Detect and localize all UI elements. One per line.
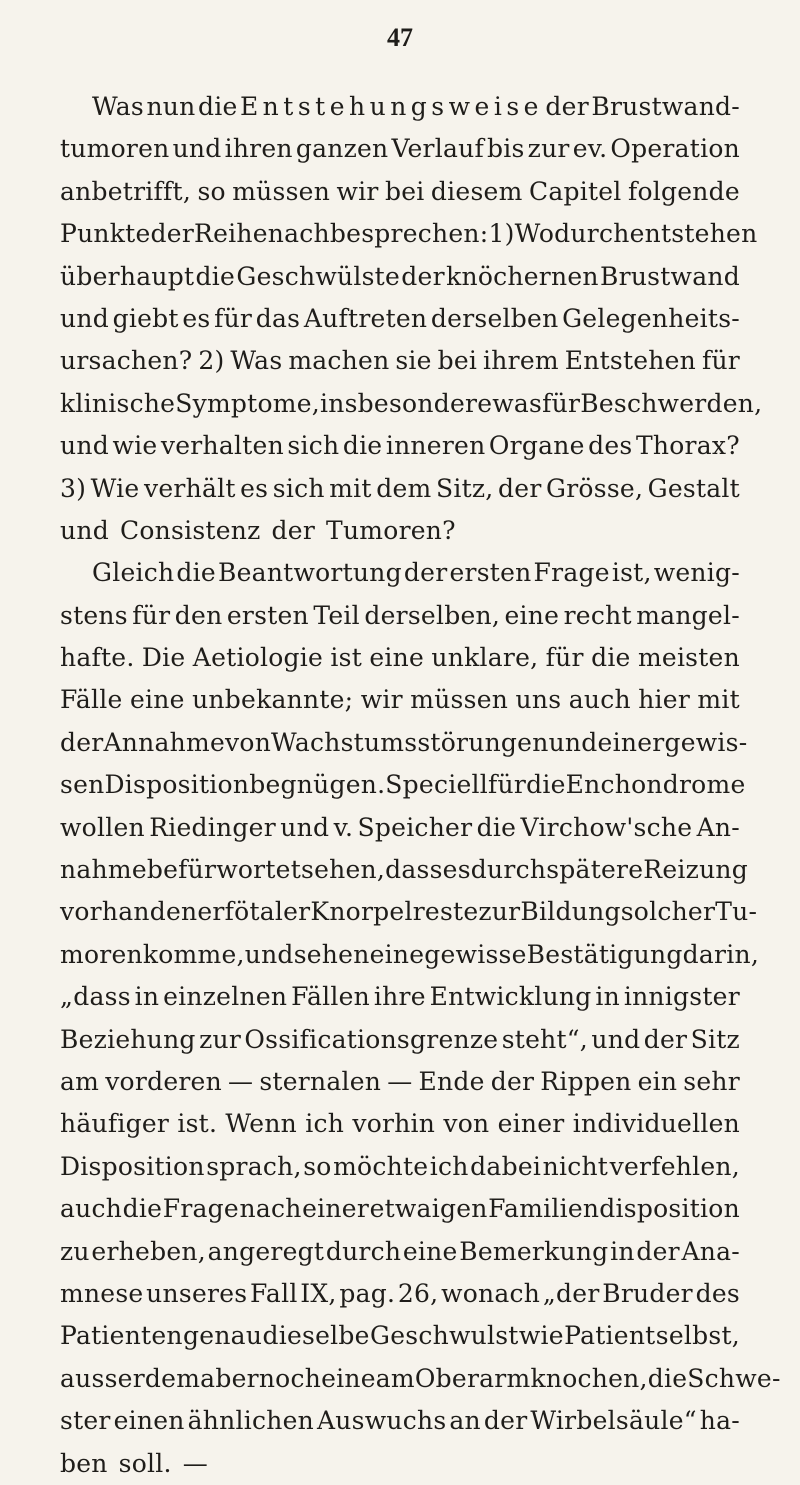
word: Wie: [90, 473, 140, 503]
word: selbst,: [655, 1321, 740, 1351]
word: Was: [92, 92, 145, 121]
word: mit: [329, 473, 372, 503]
word: von: [443, 1109, 490, 1139]
word: Enchondrome: [565, 770, 746, 800]
word: v.: [333, 812, 354, 842]
word: in: [134, 982, 160, 1012]
word: durch: [470, 855, 547, 885]
word: einer: [302, 1194, 370, 1224]
word: „dass: [60, 982, 131, 1012]
text-line: [60, 1146, 740, 1188]
word: hafte.: [60, 643, 135, 673]
word: Geschwülste: [236, 261, 400, 291]
word: die: [342, 431, 383, 461]
word: der: [483, 1406, 528, 1436]
word: stens: [60, 600, 128, 630]
word: Entstehungsweise: [239, 92, 543, 121]
word: Teil: [313, 600, 360, 630]
word: ist.: [177, 1109, 218, 1139]
word: Brustwand-: [591, 92, 740, 121]
word: es: [442, 855, 471, 885]
word: sehen: [293, 939, 370, 969]
word: wir: [336, 176, 379, 206]
text-line: [60, 1443, 740, 1485]
word: die: [591, 643, 631, 673]
word: Schwe-: [687, 1363, 781, 1393]
word: aber: [200, 1363, 259, 1393]
word: eine: [402, 1236, 458, 1266]
text-line: [60, 637, 740, 679]
word: machen: [288, 346, 390, 376]
word: ist: [330, 643, 363, 673]
word: folgende: [627, 176, 740, 206]
word: verhalten: [160, 431, 284, 461]
text-line: [60, 1231, 740, 1273]
word: angeregt: [207, 1236, 325, 1266]
word: Die: [141, 643, 186, 673]
word: befürwortet: [146, 855, 302, 885]
word: was: [492, 388, 543, 418]
word: An-: [696, 812, 740, 842]
word: sen: [60, 770, 105, 800]
word: durch: [325, 1236, 402, 1266]
word: Annahme: [103, 727, 226, 757]
word: Frage: [162, 1194, 239, 1224]
word: diesem: [430, 176, 523, 206]
word: Ende: [418, 1066, 485, 1096]
word: Speicher: [357, 812, 473, 842]
text-line: [60, 340, 740, 382]
word: das: [255, 303, 301, 333]
word: Disposition: [60, 1151, 205, 1181]
text-line: [60, 1103, 740, 1145]
text-line: [60, 976, 740, 1018]
word: spätere: [546, 855, 644, 885]
word: anbetrifft,: [60, 176, 192, 206]
word: und: [280, 812, 330, 842]
word: der: [60, 727, 104, 757]
word: mangel-: [636, 600, 740, 630]
word: —: [182, 1448, 208, 1478]
word: ganzen: [295, 134, 389, 164]
word: Sitz: [690, 1024, 740, 1054]
word: nach: [239, 1194, 302, 1224]
word: Fällen: [291, 982, 371, 1012]
word: dass: [385, 855, 443, 885]
text-line: [60, 1019, 740, 1061]
word: dieselbe: [262, 1321, 370, 1351]
word: und: [172, 134, 222, 164]
word: Gestalt: [647, 473, 740, 503]
word: pag.: [339, 1278, 396, 1308]
word: und: [244, 939, 294, 969]
text-line: [60, 764, 746, 806]
text-line: [60, 1188, 740, 1230]
word: knöchernen: [446, 261, 599, 291]
word: sie: [395, 346, 432, 376]
word: eine: [504, 600, 560, 630]
word: der: [403, 558, 448, 588]
word: den: [174, 600, 223, 630]
word: Ossificationsgrenze: [244, 1024, 499, 1054]
word: entstehen: [629, 219, 758, 249]
text-line: [60, 1061, 740, 1103]
word: —: [228, 1066, 254, 1096]
word: Tu-: [715, 897, 758, 927]
word: unbekannte;: [192, 685, 354, 715]
word: unklare,: [431, 643, 539, 673]
word: auch: [568, 685, 631, 715]
word: Gelegenheits-: [562, 303, 740, 333]
word: Tumoren?: [326, 515, 456, 545]
word: einer: [597, 727, 665, 757]
word: die: [526, 770, 566, 800]
word: die: [195, 261, 236, 291]
text-line: [60, 86, 740, 128]
word: erheben,: [91, 1236, 206, 1266]
word: eine: [369, 939, 425, 969]
word: gewis-: [664, 727, 748, 757]
word: Grösse,: [546, 473, 644, 503]
word: nahme: [60, 855, 147, 885]
word: Disposition: [104, 770, 250, 800]
word: und: [548, 727, 598, 757]
word: klinische: [60, 388, 176, 418]
word: ein: [637, 1066, 678, 1096]
word: etwaigen: [369, 1194, 488, 1224]
word: die: [647, 1363, 688, 1393]
word: ersten: [226, 600, 309, 630]
word: inneren: [385, 431, 486, 461]
word: uns: [515, 685, 562, 715]
word: nicht: [542, 1151, 609, 1181]
word: am: [60, 1066, 100, 1096]
word: recht: [563, 600, 632, 630]
word: so: [197, 176, 226, 206]
word: von: [225, 727, 272, 757]
word: Beschwerden,: [580, 388, 763, 418]
word: verfehlen,: [609, 1151, 740, 1181]
word: steht“,: [501, 1024, 588, 1054]
text-line: [60, 1358, 781, 1400]
paragraph: [60, 552, 781, 1485]
word: Ana-: [681, 1236, 740, 1266]
word: tumoren: [60, 134, 170, 164]
word: einer: [497, 1109, 565, 1139]
word: sich: [287, 431, 340, 461]
word: Knorpelreste: [310, 897, 479, 927]
word: 26,: [397, 1278, 439, 1308]
word: 3): [60, 473, 87, 503]
word: es: [182, 303, 211, 333]
word: sehr: [683, 1066, 740, 1096]
word: Symptome,: [175, 388, 320, 418]
word: eine: [369, 643, 425, 673]
word: der: [545, 92, 589, 121]
word: des: [695, 1278, 740, 1308]
word: die: [176, 558, 216, 588]
paragraph: [60, 86, 763, 552]
word: genau: [183, 1321, 263, 1351]
word: Gleich: [92, 558, 175, 588]
word: Reihe: [194, 219, 268, 249]
word: für: [214, 303, 253, 333]
word: und: [591, 1024, 641, 1054]
text-line: [60, 849, 749, 891]
text-line: [60, 256, 740, 298]
word: bis: [487, 134, 525, 164]
word: Reizung: [643, 855, 749, 885]
word: 2): [198, 346, 225, 376]
word: Familiendisposition: [488, 1194, 740, 1224]
text-line: [60, 468, 740, 510]
word: sternalen: [259, 1066, 382, 1096]
word: möchte: [333, 1151, 429, 1181]
word: für: [132, 600, 171, 630]
word: Auftreten: [303, 303, 428, 333]
word: unseres: [146, 1278, 248, 1308]
word: ist,: [611, 558, 652, 588]
word: Bestätigung: [526, 939, 683, 969]
word: komme,: [142, 939, 245, 969]
text-line: [60, 1273, 740, 1315]
word: die: [197, 92, 238, 121]
body-text: [60, 86, 781, 1485]
text-line: [60, 722, 748, 764]
word: zur: [527, 134, 570, 164]
word: Aetiologie: [192, 643, 324, 673]
word: Verlauf: [391, 134, 484, 164]
word: Operation: [610, 134, 740, 164]
word: des: [588, 431, 633, 461]
word: Consistenz: [119, 515, 261, 545]
word: —: [387, 1066, 413, 1096]
word: für: [488, 770, 527, 800]
word: Brustwand: [600, 261, 740, 291]
word: ähnlichen: [187, 1406, 314, 1436]
word: ich: [429, 1151, 469, 1181]
word: Beantwortung: [218, 558, 402, 588]
word: wonach: [441, 1278, 541, 1308]
word: derselben,: [364, 600, 501, 630]
text-line: [60, 298, 740, 340]
word: ersten: [449, 558, 532, 588]
word: Entstehen: [564, 346, 697, 376]
word: noch: [258, 1363, 322, 1393]
word: ev.: [572, 134, 608, 164]
word: und: [60, 515, 109, 545]
word: Virchow'sche: [520, 812, 693, 842]
word: Riedinger: [149, 812, 276, 842]
word: auch: [60, 1194, 123, 1224]
word: innigster: [623, 982, 740, 1012]
word: Fälle: [60, 685, 123, 715]
text-line: [60, 128, 740, 170]
word: vorhin: [352, 1109, 436, 1139]
word: ihren: [224, 134, 293, 164]
text-line: [60, 1400, 740, 1442]
word: Was: [230, 346, 283, 376]
word: der: [643, 1024, 688, 1054]
word: häufiger: [60, 1109, 170, 1139]
word: begnügen.: [249, 770, 386, 800]
word: Geschwulst: [370, 1321, 519, 1351]
word: Capitel: [528, 176, 622, 206]
text-line: [60, 595, 740, 637]
word: 1): [488, 219, 515, 249]
word: Entwicklung: [429, 982, 592, 1012]
word: dem: [376, 473, 432, 503]
text-line: [60, 425, 740, 467]
text-line: [60, 552, 740, 594]
word: Organe: [488, 431, 585, 461]
word: Wodurch: [514, 219, 630, 249]
word: mnese: [60, 1278, 144, 1308]
text-line: [60, 934, 760, 976]
word: bei: [437, 346, 478, 376]
word: einen: [113, 1406, 185, 1436]
word: IX,: [300, 1278, 337, 1308]
word: gewisse: [424, 939, 527, 969]
word: ben: [60, 1448, 108, 1478]
word: darin,: [682, 939, 760, 969]
word: überhaupt: [60, 261, 195, 291]
word: der: [490, 1066, 535, 1096]
page-number: 47: [387, 23, 413, 52]
word: wir: [360, 685, 403, 715]
word: Fall: [250, 1278, 298, 1308]
word: bei: [384, 176, 425, 206]
word: „der: [542, 1278, 600, 1308]
word: nun: [146, 92, 196, 121]
text-line: [60, 1315, 740, 1357]
word: Punkte: [60, 219, 151, 249]
word: giebt: [112, 303, 179, 333]
word: für: [701, 346, 740, 376]
word: Bemerkung: [459, 1236, 609, 1266]
word: derselben: [430, 303, 559, 333]
word: dabei: [470, 1151, 542, 1181]
word: Wirbelsäule“: [530, 1406, 697, 1436]
word: Patienten: [60, 1321, 183, 1351]
word: einzelnen: [163, 982, 288, 1012]
word: eine: [129, 685, 185, 715]
word: ihrem: [483, 346, 559, 376]
word: fötaler: [224, 897, 311, 927]
word: zu: [60, 1236, 90, 1266]
word: an: [449, 1406, 481, 1436]
word: Thorax?: [635, 431, 740, 461]
word: am: [375, 1363, 415, 1393]
word: wenig-: [653, 558, 740, 588]
word: der: [636, 1236, 680, 1266]
word: sehen,: [301, 855, 386, 885]
word: Auswuchs: [316, 1406, 447, 1436]
word: die: [122, 1194, 163, 1224]
word: Rippen: [540, 1066, 632, 1096]
word: verhält: [143, 473, 236, 503]
word: ich: [305, 1109, 345, 1139]
word: müssen: [232, 176, 331, 206]
word: für: [545, 643, 584, 673]
word: Oberarmknochen,: [414, 1363, 648, 1393]
word: Wachstumsstörungen: [271, 727, 549, 757]
word: moren: [60, 939, 143, 969]
word: vorhandener: [60, 897, 225, 927]
word: der: [498, 473, 542, 503]
word: Frage: [533, 558, 610, 588]
word: Speciell: [385, 770, 489, 800]
word: ha-: [699, 1406, 740, 1436]
word: besprechen:: [329, 219, 489, 249]
word: wollen: [60, 812, 145, 842]
word: die: [476, 812, 517, 842]
word: Sitz,: [435, 473, 494, 503]
text-line: [60, 171, 740, 213]
word: sprach,: [206, 1151, 302, 1181]
word: insbesondere: [319, 388, 493, 418]
word: wie: [518, 1321, 564, 1351]
word: meisten: [637, 643, 740, 673]
word: hier: [638, 685, 691, 715]
word: müssen: [410, 685, 509, 715]
word: und: [60, 431, 109, 461]
word: es: [240, 473, 269, 503]
word: ausserdem: [60, 1363, 201, 1393]
word: in: [610, 1236, 635, 1266]
word: Patient: [564, 1321, 656, 1351]
word: ihre: [373, 982, 426, 1012]
word: eine: [321, 1363, 376, 1393]
word: der: [271, 515, 316, 545]
word: mit: [697, 685, 740, 715]
word: und: [60, 303, 109, 333]
text-line: [60, 213, 758, 255]
word: zur: [478, 897, 521, 927]
word: Wenn: [225, 1109, 298, 1139]
word: sich: [272, 473, 325, 503]
text-line: [60, 510, 740, 552]
word: Beziehung: [60, 1024, 196, 1054]
text-line: [60, 891, 758, 933]
word: ursachen?: [60, 346, 193, 376]
word: vorderen: [105, 1066, 222, 1096]
word: ster: [60, 1406, 111, 1436]
word: soll.: [118, 1448, 172, 1478]
word: solcher: [620, 897, 716, 927]
word: der: [401, 261, 445, 291]
text-line: [60, 383, 763, 425]
word: in: [595, 982, 620, 1012]
text-line: [60, 679, 740, 721]
word: der: [150, 219, 195, 249]
word: individuellen: [572, 1109, 740, 1139]
text-line: [60, 807, 740, 849]
word: Bruder: [602, 1278, 693, 1308]
word: zur: [199, 1024, 242, 1054]
word: wie: [112, 431, 158, 461]
word: so: [303, 1151, 332, 1181]
word: Bildung: [520, 897, 621, 927]
word: für: [542, 388, 581, 418]
word: nach: [267, 219, 330, 249]
